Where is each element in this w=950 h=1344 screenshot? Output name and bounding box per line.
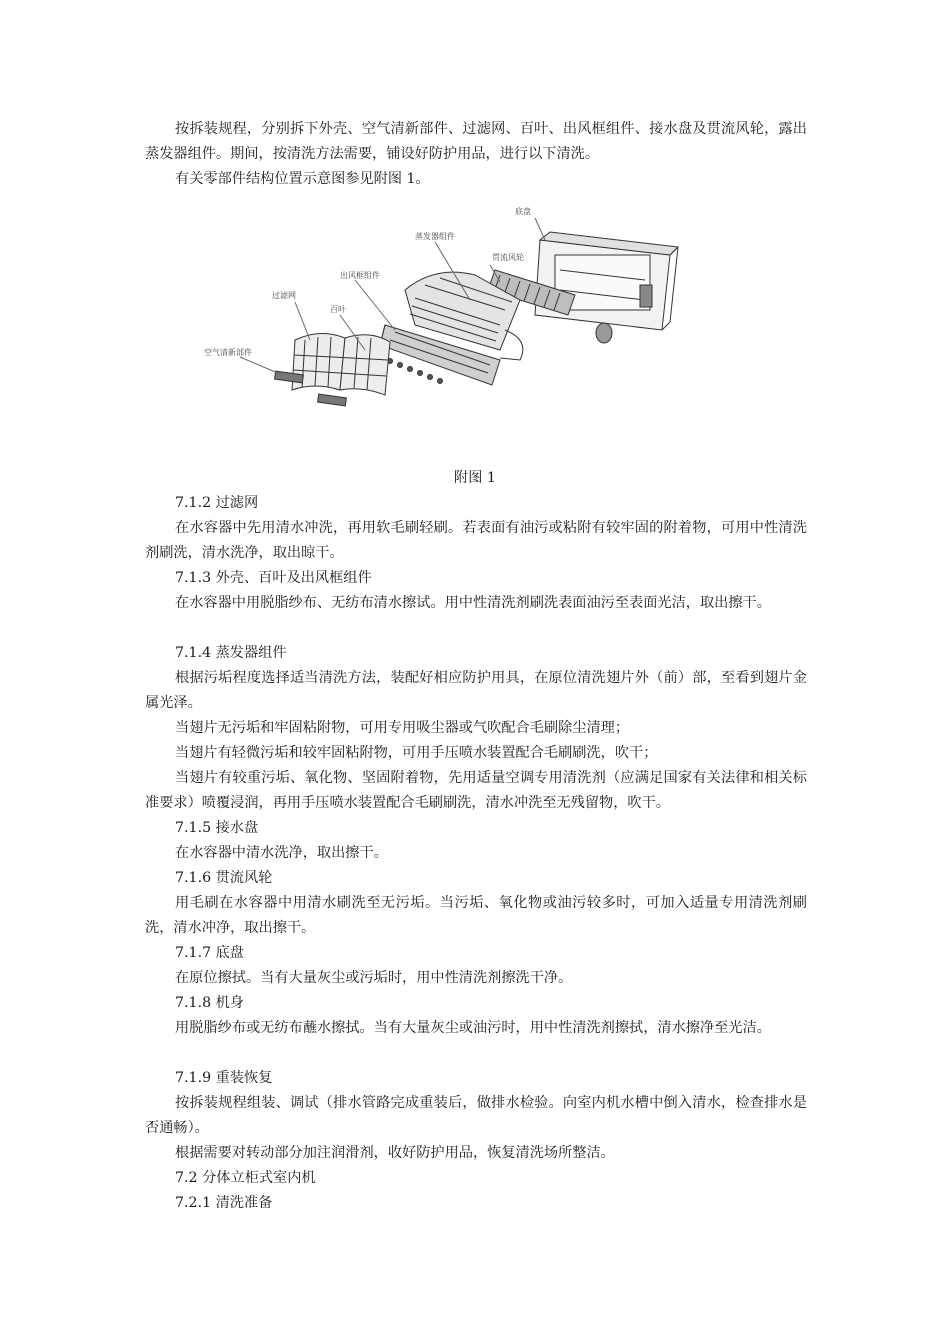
section-paragraph: 在水容器中用脱脂纱布、无纺布清水擦试。用中性清洗剂刷洗表面油污至表面光洁，取出擦干。 <box>175 595 771 611</box>
section-heading: 7.1.2 过滤网 <box>175 495 259 511</box>
section-paragraph: 根据需要对转动部分加注润滑剂，收好防护用品，恢复清洗场所整洁。 <box>175 1145 615 1161</box>
section-paragraph: 当翅片有较重污垢、氧化物、坚固附着物，先用适量空调专用清洗剂（应满足国家有关法律和相关标准要求）喷覆浸润，再用手压喷水装置配合毛刷刷洗，清水冲洗至无残留物，吹干。 <box>145 770 807 811</box>
section-paragraph: 当翅片无污垢和牢固粘附物，可用专用吸尘器或气吹配合毛刷除尘清理； <box>175 720 630 736</box>
figure-caption: 附图 1 <box>454 470 496 486</box>
section-paragraph: 当翅片有轻微污垢和较牢固粘附物，可用手压喷水装置配合毛刷刷洗，吹干； <box>175 745 658 761</box>
section-heading: 7.1.3 外壳、百叶及出风框组件 <box>175 570 372 586</box>
exploded-diagram <box>200 200 680 445</box>
intro-paragraph: 按拆装规程，分别拆下外壳、空气清新部件、过滤网、百叶、出风框组件、接水盘及贯流风轮，露出蒸发器组件。期间，按清洗方法需要，铺设好防护用品，进行以下清洗。 <box>145 121 807 162</box>
section-heading: 7.1.4 蒸发器组件 <box>175 645 287 661</box>
section-heading: 7.1.9 重装恢复 <box>175 1070 273 1086</box>
label-louver: 百叶 <box>330 305 346 314</box>
section-heading: 7.1.6 贯流风轮 <box>175 870 273 886</box>
section-heading: 7.2 分体立柜式室内机 <box>175 1170 316 1186</box>
section-heading: 7.1.5 接水盘 <box>175 820 259 836</box>
section-paragraph: 用毛刷在水容器中用清水刷洗至无污垢。当污垢、氧化物或油污较多时，可加入适量专用清洗剂刷洗，清水冲净，取出擦干。 <box>145 895 807 936</box>
intro-figure-reference: 有关零部件结构位置示意图参见附图 1。 <box>175 171 430 187</box>
section-heading: 7.1.7 底盘 <box>175 945 244 961</box>
filter-screens <box>292 333 390 395</box>
section-paragraph: 用脱脂纱布或无纺布蘸水擦拭。当有大量灰尘或油污时，用中性清洗剂擦拭，清水擦净至光洁。 <box>175 1020 771 1036</box>
section-heading: 7.1.8 机身 <box>175 995 244 1011</box>
label-cross-flow-fan: 贯流风轮 <box>492 253 524 262</box>
base-pan <box>535 232 678 330</box>
section-paragraph: 在原位擦拭。当有大量灰尘或污垢时，用中性清洗剂擦洗干净。 <box>175 970 573 986</box>
label-base-pan: 底盘 <box>515 207 531 216</box>
section-paragraph: 按拆装规程组装、调试（排水管路完成重装后，做排水检验。向室内机水槽中倒入清水，检查排水是否通畅）。 <box>145 1095 807 1136</box>
label-filter: 过滤网 <box>272 291 296 300</box>
section-paragraph: 在水容器中清水洗净，取出擦干。 <box>175 845 388 861</box>
label-outlet-frame: 出风框组件 <box>340 271 380 280</box>
label-evaporator: 蒸发器组件 <box>415 232 455 241</box>
section-paragraph: 在水容器中先用清水冲洗，再用软毛刷轻刷。若表面有油污或粘附有较牢固的附着物，可用中性清洗剂刷洗，清水洗净，取出晾干。 <box>145 520 807 561</box>
label-air-fresh: 空气清新部件 <box>204 348 252 357</box>
section-heading: 7.2.1 清洗准备 <box>175 1195 273 1211</box>
section-paragraph: 根据污垢程度选择适当清洗方法，装配好相应防护用具，在原位清洗翅片外（前）部，至看到翅片金属光泽。 <box>145 670 807 711</box>
